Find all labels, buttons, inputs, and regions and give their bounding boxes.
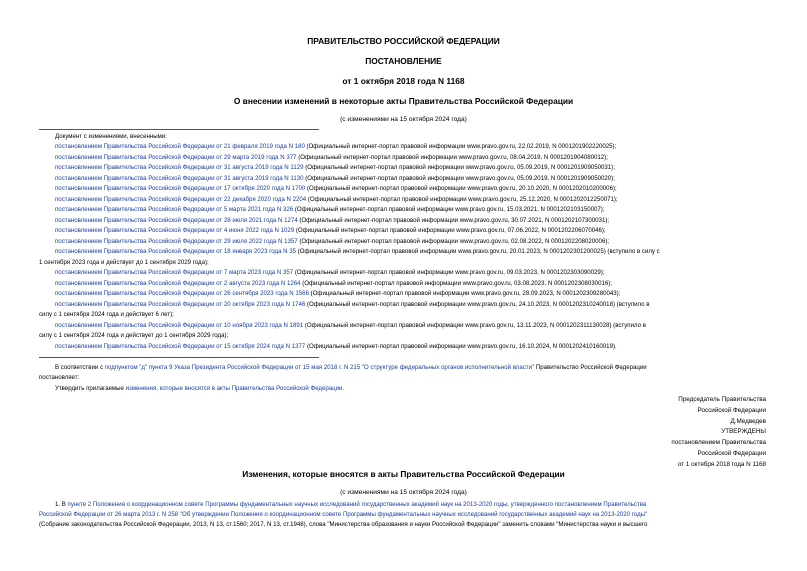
amendment-source: (Официальный интернет-портал правовой информации www.pravo.gov.ru, 24.10.2023, N 0001202310240018) (вступило в [305, 300, 650, 308]
amendment-source: (Официальный интернет-портал правовой информации www.pravo.gov.ru, 22.02.2019, N 0001201902220025); [304, 143, 617, 150]
amendment-source: (Официальный интернет-портал правовой информации www.pravo.gov.ru, 15.03.2021, N 0001202103150007); [293, 206, 605, 213]
amendment-source: (Официальный интернет-портал правовой информации www.pravo.gov.ru, 05.09.2019, N 0001201909050031); [303, 164, 615, 171]
amendment-source: (Официальный интернет-портал правовой информации www.pravo.gov.ru, 07.06.2022, N 0001202206070046); [294, 227, 606, 234]
changes-title: Изменения, которые вносятся в акты Правительства Российской Федерации [242, 469, 565, 479]
amendment-item [55, 175, 615, 182]
amendment-link[interactable]: постановлением Правительства Российской Федерации от 5 марта 2021 года N 326 [55, 206, 294, 213]
amendment-link[interactable]: постановлением Правительства Российской Федерации от 31 августа 2019 года N 1129 [55, 164, 304, 171]
amendment-link[interactable]: постановлением Правительства Российской Федерации от 26 сентября 2023 года N 1566 [55, 290, 309, 297]
amendment-link[interactable]: постановлением Правительства Российской Федерации от 29 июля 2022 года N 1357 [55, 237, 298, 245]
amendment-item [55, 343, 617, 350]
approval-paragraph: Утвердить прилагаемые изменения, которые вносятся в акты Правительства Российской Федерации. [55, 385, 345, 392]
approved-date: от 1 октября 2018 года N 1168 [677, 461, 766, 468]
amendment-link[interactable]: постановлением Правительства Российской Федерации от 10 ноября 2023 года N 1891 [55, 321, 304, 329]
amendment-link[interactable]: постановлением Правительства Российской Федерации от 29 марта 2019 года N 377 [55, 153, 297, 161]
amendments-bottom-rule [39, 357, 319, 358]
amendment-source: (Официальный интернет-портал правовой информации www.pravo.gov.ru, 25.12.2020, N 0001202012250071); [306, 195, 618, 203]
amendment-link[interactable]: постановлением Правительства Российской Федерации от 7 марта 2023 года N 357 [55, 269, 294, 276]
preamble-continuation: постановляет: [39, 374, 80, 381]
amendment-link[interactable]: постановлением Правительства Российской Федерации от 31 августа 2019 года N 1130 [55, 174, 304, 182]
approved-label: УТВЕРЖДЕНЫ [721, 428, 766, 435]
changes-paragraph-1: 1. В пункте 2 Положения о координационном совете Программы фундаментальных научных исследований государственных академий наук на 2013-2020 годы, утвержденного постановлением Правительства [55, 501, 647, 508]
preamble-paragraph: В соответствии с подпунктом "д" пункта 9 Указа Президента Российской Федерации от 15 мая 2018 г. N 215 "О структуре федеральных органов исполнительной власти" Правительство Российской Федерации [55, 364, 647, 371]
amendment-item [55, 154, 608, 161]
amendment-source: (Официальный интернет-портал правовой информации www.pravo.gov.ru, 16.10.2024, N 0001202410160019). [305, 342, 617, 350]
changes-revision: (с изменениями на 15 октября 2024 года) [340, 489, 467, 496]
signature-position: Председатель Правительства [678, 396, 766, 403]
amendment-item [55, 227, 606, 234]
amendment-source: (Официальный интернет-портал правовой информации www.pravo.gov.ru, 09.03.2023, N 0001202303090029); [293, 269, 605, 276]
approved-country: Российской Федерации [697, 450, 766, 457]
amendment-source: (Официальный интернет-портал правовой информации www.pravo.gov.ru, 03.08.2023, N 0001202308030016); [300, 279, 612, 287]
amendment-link[interactable]: постановлением Правительства Российской Федерации от 15 октября 2024 года N 1377 [55, 342, 306, 350]
amendment-item-continuation: 1 сентября 2023 года и действует до 1 сентября 2029 года); [39, 258, 209, 266]
signature-name: Д.Медведев [730, 418, 766, 425]
amendment-item [55, 301, 649, 308]
approved-by: постановлением Правительства [671, 439, 766, 446]
amendment-source: (Официальный интернет-портал правовой информации www.pravo.gov.ru, 30.07.2021, N 0001202107300031); [297, 216, 610, 224]
changes-link[interactable]: изменения, которые вносятся в акты Правительства Российской Федерации [125, 385, 343, 392]
document-type: ПОСТАНОВЛЕНИЕ [365, 56, 442, 66]
amendment-link[interactable]: постановлением Правительства Российской Федерации от 4 июня 2022 года N 1029 [55, 227, 295, 234]
amendment-source: (Официальный интернет-портал правовой информации www.pravo.gov.ru, 05.09.2019, N 0001201909050020); [303, 174, 615, 182]
signature-country: Российской Федерации [697, 407, 766, 414]
amendment-item [55, 290, 620, 297]
amendment-item [55, 143, 616, 150]
amendment-item [55, 196, 618, 203]
changes-paragraph-1-line-2 [39, 511, 647, 518]
document-title: О внесении изменений в некоторые акты Правительства Российской Федерации [233, 96, 574, 106]
amendment-item-continuation: силу с 1 сентября 2024 года и действует до 1 сентября 2029 года); [39, 332, 229, 339]
amendment-item [55, 217, 609, 224]
amendment-item [55, 269, 605, 276]
regulation-link-2[interactable]: Российской Федерации от 26 марта 2013 г. N 258 "Об утверждении Положения о координационном совете Программы фундаментальных научных исследований государственных академий наук на 2013-2020 годы" [39, 511, 648, 518]
regulation-link-1[interactable]: пункте 2 Положения о координационном совете Программы фундаментальных научных исследований государственных академий наук на 2013-2020 годы, утвержденного постановлением Правительства [67, 501, 647, 508]
amendment-item [55, 238, 609, 245]
amendments-intro: Документ с изменениями, внесенными: [55, 133, 167, 140]
amendment-item [55, 322, 646, 329]
government-name: ПРАВИТЕЛЬСТВО РОССИЙСКОЙ ФЕДЕРАЦИИ [307, 36, 500, 46]
decree-link[interactable]: подпунктом "д" пункта 9 Указа Президента Российской Федерации от 15 мая 2018 г. N 215 "О структуре федеральных органов исполнительной власти" [104, 364, 535, 371]
amendment-source: (Официальный интернет-портал правовой информации www.pravo.gov.ru, 20.10.2020, N 0001202010200006); [305, 185, 617, 192]
amendment-source: (Официальный интернет-портал правовой информации www.pravo.gov.ru, 02.08.2022, N 0001202208020006); [297, 237, 610, 245]
amendment-source: (Официальный интернет-портал правовой информации www.pravo.gov.ru, 20.01.2023, N 0001202301200025) (вступило в силу с [296, 248, 660, 255]
amendment-link[interactable]: постановлением Правительства Российской Федерации от 2 августа 2023 года N 1264 [55, 279, 301, 287]
changes-paragraph-1-line-3: (Собрание законодательства Российской Федерации, 2013, N 13, ст.1560; 2017, N 13, ст.1948), слова "Министерства образования и науки Российской Федерации" заменить словами "Министерства науки и высшего [39, 521, 648, 528]
revision-note: (с изменениями на 15 октября 2024 года) [340, 116, 467, 123]
amendment-item [55, 280, 612, 287]
amendment-item [55, 206, 605, 213]
amendment-item-continuation: силу с 1 сентября 2024 года и действует 6 лет); [39, 311, 174, 318]
amendment-source: (Официальный интернет-портал правовой информации www.pravo.gov.ru, 28.09.2023, N 0001202309280043); [308, 290, 621, 297]
amendment-link[interactable]: постановлением Правительства Российской Федерации от 20 октября 2023 года N 1746 [55, 300, 306, 308]
amendment-link[interactable]: постановлением Правительства Российской Федерации от 21 февраля 2019 года N 180 [55, 143, 305, 150]
document-date-number: от 1 октября 2018 года N 1168 [342, 76, 465, 86]
amendment-link[interactable]: постановлением Правительства Российской Федерации от 28 июля 2021 года N 1274 [55, 216, 298, 224]
amendments-top-rule [39, 129, 319, 130]
amendment-link[interactable]: постановлением Правительства Российской Федерации от 22 декабря 2020 года N 2204 [55, 195, 307, 203]
amendment-link[interactable]: постановлением Правительства Российской Федерации от 18 января 2023 года N 35 [55, 248, 297, 255]
amendment-source: (Официальный интернет-портал правовой информации www.pravo.gov.ru, 08.04.2019, N 0001201904080012); [296, 153, 608, 161]
amendment-item [55, 164, 615, 171]
amendment-link[interactable]: постановлением Правительства Российской Федерации от 17 октября 2020 года N 1700 [55, 185, 306, 192]
amendment-item [55, 185, 617, 192]
amendment-source: (Официальный интернет-портал правовой информации www.pravo.gov.ru, 13.11.2023, N 0001202311130028) (вступило в [303, 321, 646, 329]
amendment-item [55, 248, 660, 255]
